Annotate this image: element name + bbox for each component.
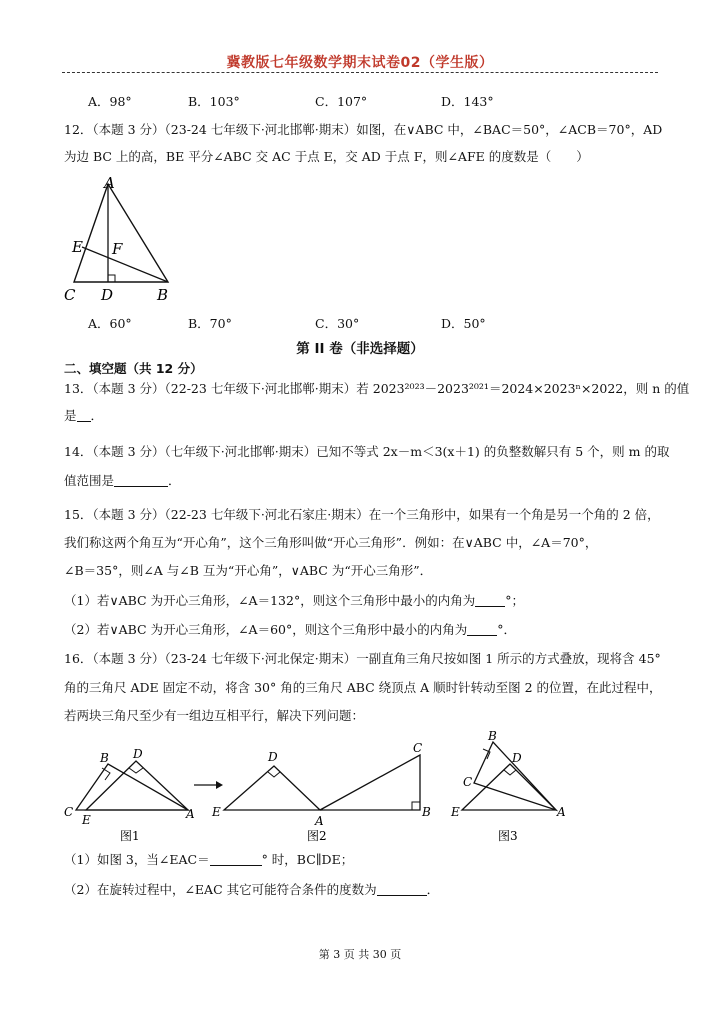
q15-stem-line2: 我们称这两个角互为“开心角”，这个三角形叫做“开心三角形”．例如：在∨ABC 中，∠A＝70°， [64, 535, 598, 550]
label-a: A [557, 805, 566, 819]
q16-sub1-text: （1）如图 3，当∠EAC＝ [64, 852, 210, 867]
label-d: D [268, 750, 278, 764]
q15-sub1-text: （1）若∨ABC 为开心三角形，∠A＝132°，则这个三角形中最小的内角为 [64, 593, 476, 608]
figure-caption: 图3 [498, 829, 518, 843]
label-e: E [451, 805, 460, 819]
q16-stem-line3: 若两块三角尺至少有一组边互相平行，解决下列问题： [64, 708, 365, 723]
label-c: C [413, 741, 423, 755]
label-d: D [101, 286, 114, 304]
option-a: A．60° [88, 316, 132, 331]
q13-prefix: 是 [64, 408, 77, 423]
q12-triangle-figure [62, 172, 182, 304]
part-title: 二、填空题（共 12 分） [64, 361, 203, 376]
label-c: C [64, 286, 76, 304]
option-a: A．98° [88, 94, 132, 109]
figure-2 [211, 741, 431, 843]
q16-stem-line2: 角的三角尺 ADE 固定不动，将含 30° 角的三角尺 ABC 绕顶点 A 顺时针转动至图 2 的位置，在此过程中， [64, 680, 662, 695]
label-b: B [488, 729, 497, 743]
q16-stem-line1: 16．（本题 3 分）（23-24 七年级下·河北保定·期末）一副直角三角尺按如图 1 所示的方式叠放，现将含 45° [64, 651, 661, 666]
option-d: D．50° [441, 316, 486, 331]
label-e: E [72, 238, 83, 256]
answer-blank[interactable] [210, 853, 262, 866]
q16-rotation-figures [56, 728, 576, 846]
option-c: C．30° [315, 316, 360, 331]
q16-sub2: （2）在旋转过程中，∠EAC 其它可能符合条件的度数为 ． [64, 882, 440, 897]
answer-blank[interactable] [77, 409, 91, 422]
q13-stem-line2: 是 ． [64, 408, 104, 423]
q14-prefix: 值范围是 [64, 473, 115, 488]
label-d: D [512, 751, 522, 765]
figure-1 [64, 747, 195, 843]
q12-stem-line1: 12．（本题 3 分）（23-24 七年级下·河北邯郸·期末）如图，在∨ABC 中，∠BAC＝50°，∠ACB＝70°，AD [64, 122, 663, 137]
page-footer: 第 3 页 共 30 页 [318, 948, 402, 961]
label-a: A [186, 807, 195, 821]
q15-stem-line1: 15．（本题 3 分）（22-23 七年级下·河北石家庄·期末）在一个三角形中，如果有一个角是另一个角的 2 倍， [64, 507, 660, 522]
label-b: B [157, 286, 169, 304]
arrow-icon [194, 781, 223, 789]
label-b: B [422, 805, 431, 819]
answer-blank[interactable] [377, 883, 427, 896]
figure-caption: 图2 [307, 829, 327, 843]
q16-sub1 [64, 852, 660, 868]
label-c: C [463, 775, 473, 789]
option-c: C．107° [315, 94, 368, 109]
header-divider [62, 72, 658, 73]
label-c: C [64, 805, 74, 819]
option-b: B．70° [188, 316, 232, 331]
q12-stem-line2: 为边 BC 上的高，BE 平分∠ABC 交 AC 于点 E，交 AD 于点 F，则∠AFE 的度数是（ ） [64, 149, 589, 164]
option-d: D．143° [441, 94, 494, 109]
q15-sub2-suffix: °． [497, 622, 517, 637]
label-f: F [112, 240, 123, 258]
figure-caption: 图1 [120, 829, 140, 843]
answer-blank[interactable] [467, 623, 497, 636]
answer-blank[interactable] [475, 594, 505, 607]
label-d: D [133, 747, 143, 761]
page-title: 冀教版七年级数学期末试卷02（学生版） [226, 55, 494, 71]
q15-sub2 [64, 622, 660, 638]
option-b: B．103° [188, 94, 240, 109]
label-a: A [315, 814, 324, 828]
section-title: 第 II 卷（非选择题） [296, 341, 424, 357]
q16-sub1-suffix: ° 时，BC∥DE； [261, 852, 354, 867]
label-b: B [100, 751, 109, 765]
q15-sub1-suffix: °； [505, 593, 524, 608]
label-a: A [104, 174, 115, 192]
label-e: E [212, 805, 221, 819]
answer-blank[interactable] [114, 474, 168, 487]
figure-3 [450, 729, 566, 843]
q14-stem-line2: 值范围是 ． [64, 473, 181, 488]
q15-sub1 [64, 593, 660, 609]
label-e: E [82, 813, 91, 827]
q15-stem-line3: ∠B＝35°，则∠A 与∠B 互为“开心角”，∨ABC 为“开心三角形”． [64, 563, 433, 578]
q13-stem-line1: 13．（本题 3 分）（22-23 七年级下·河北邯郸·期末）若 2023²⁰²³－2023²⁰²¹＝2024×2023ⁿ×2022，则 n 的值 [64, 381, 690, 396]
q14-stem-line1: 14．（本题 3 分）（七年级下·河北邯郸·期末）已知不等式 2x－m＜3(x＋1) 的负整数解只有 5 个，则 m 的取 [64, 444, 670, 459]
q15-sub2-text: （2）若∨ABC 为开心三角形，∠A＝60°，则这个三角形中最小的内角为 [64, 622, 468, 637]
q16-sub2-text: （2）在旋转过程中，∠EAC 其它可能符合条件的度数为 [64, 882, 377, 897]
